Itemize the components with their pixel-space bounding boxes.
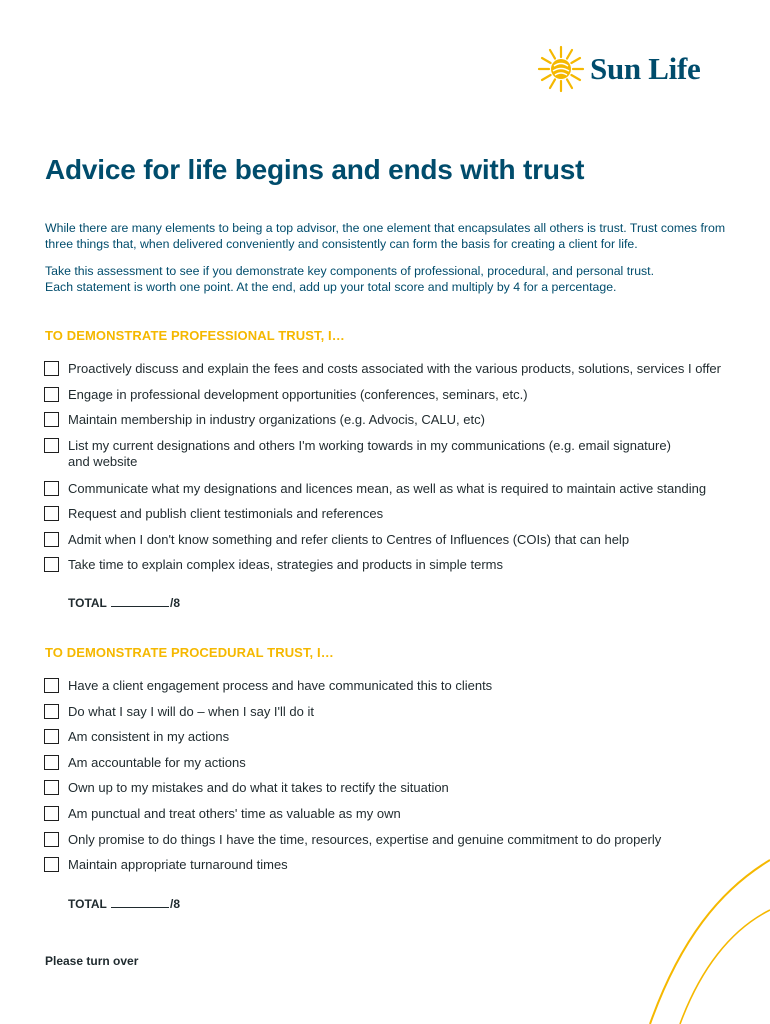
checklist-item-text: Own up to my mistakes and do what it takes to rectify the situation [68,780,449,795]
checkbox[interactable] [44,729,59,744]
checklist-item [44,755,734,771]
checklist-item-text: Maintain appropriate turnaround times [68,857,288,872]
checklist-item-text: Am consistent in my actions [68,729,230,744]
checklist-item-text: Am punctual and treat others' time as valuable as my own [68,806,401,821]
checklist-item [44,532,734,548]
total-suffix: /8 [170,897,181,911]
checklist-item-text: Proactively discuss and explain the fees and costs associated with the various products, solutions, services I offer [68,361,721,376]
checklist-item-text: Take time to explain complex ideas, strategies and products in simple terms [68,557,503,572]
sun-icon [536,44,586,94]
procedural-total [68,896,180,911]
checkbox[interactable] [44,832,59,847]
checklist-item [44,678,734,694]
checkbox[interactable] [44,806,59,821]
checklist-item-text: Only promise to do things I have the time, resources, expertise and genuine commitment to do properly [68,832,662,847]
intro-paragraph-2 [45,263,735,295]
checklist-item-text: Do what I say I will do – when I say I'll do it [68,704,314,719]
checkbox[interactable] [44,704,59,719]
checkbox[interactable] [44,557,59,572]
checkbox[interactable] [44,780,59,795]
checklist-item [44,481,734,497]
checklist-item-text: Am accountable for my actions [68,755,246,770]
total-blank-field[interactable] [111,896,169,908]
sun-life-logo [536,44,700,94]
checklist-item [44,729,734,745]
checkbox[interactable] [44,412,59,427]
section-heading-professional: TO DEMONSTRATE PROFESSIONAL TRUST, I… [45,328,345,343]
checklist-item-text: Admit when I don't know something and refer clients to Centres of Influences (COIs) that can help [68,532,630,547]
checkbox[interactable] [44,678,59,693]
section-heading-procedural: TO DEMONSTRATE PROCEDURAL TRUST, I… [45,645,334,660]
intro-paragraph-1: While there are many elements to being a top advisor, the one element that encapsulates all others is trust. Trust comes from three things that, when delivered conveniently and consistently can form the basis for creating a client for life. [45,221,726,251]
checkbox[interactable] [44,481,59,496]
checklist-item-text: Engage in professional development opportunities (conferences, seminars, etc.) [68,387,528,402]
checklist-item-text: List my current designations and others I'm working towards in my communications (e.g. email signature) and website [68,438,671,469]
checklist-item-text: Communicate what my designations and licences mean, as well as what is required to maintain active standing [68,481,707,496]
checkbox[interactable] [44,506,59,521]
total-suffix: /8 [170,596,181,610]
checklist-item [44,361,734,377]
decorative-swoosh [600,820,770,1024]
total-label: TOTAL [68,596,107,610]
checklist-item [44,704,734,720]
checklist-item [44,506,734,522]
checklist-item-text: Maintain membership in industry organizations (e.g. Advocis, CALU, etc) [68,412,485,427]
checklist-item [44,780,734,796]
checkbox[interactable] [44,857,59,872]
logo-wordmark: Sun Life [590,51,701,86]
page-title: Advice for life begins and ends with trust [45,154,585,185]
checkbox[interactable] [44,361,59,376]
checkbox[interactable] [44,387,59,402]
checklist-item [44,387,734,403]
turn-over-note: Please turn over [45,954,139,968]
checkbox[interactable] [44,755,59,770]
checklist-item-text: Have a client engagement process and have communicated this to clients [68,678,493,693]
checkbox[interactable] [44,438,59,453]
intro-paragraph-2-line-2: Each statement is worth one point. At the end, add up your total score and multiply by 4 for a percentage. [45,280,617,294]
total-label: TOTAL [68,897,107,911]
professional-total [68,595,180,610]
checklist-item [44,557,734,573]
checkbox[interactable] [44,532,59,547]
checklist-item [44,412,734,428]
intro-paragraph-2-line-1: Take this assessment to see if you demonstrate key components of professional, procedural, and personal trust. [45,264,655,278]
total-blank-field[interactable] [111,595,169,607]
checklist-item [44,438,734,470]
checklist-item-text: Request and publish client testimonials and references [68,506,384,521]
